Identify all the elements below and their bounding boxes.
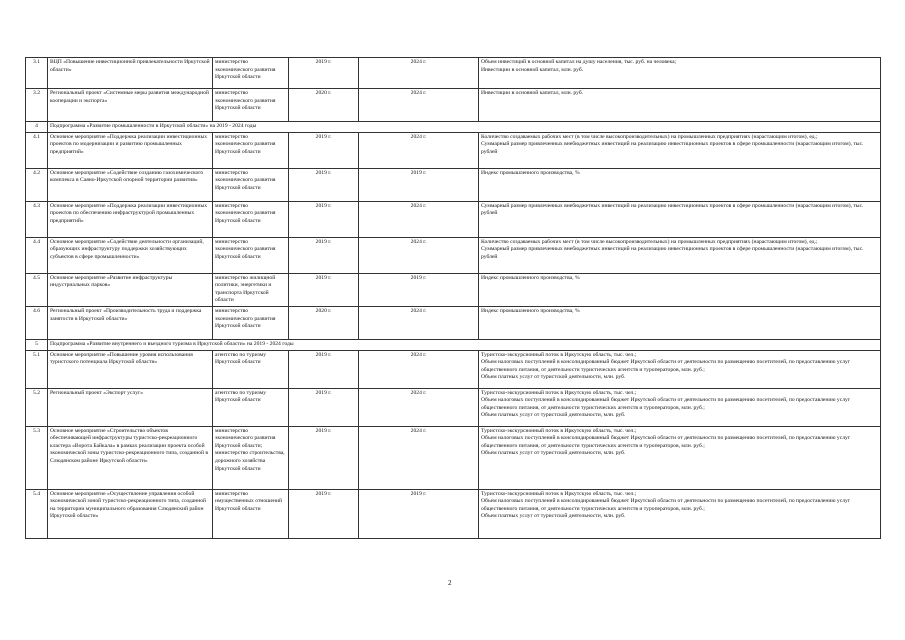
measure-name: Основное мероприятие «Содействие деятельности организаций, образующих инфраструктуру поддержки хозяйствующих субъектов в сфере промышленности» bbox=[48, 237, 213, 273]
row-number: 4.3 bbox=[26, 201, 48, 237]
row-number: 5.1 bbox=[26, 350, 48, 388]
measure-name: Региональный проект «Экспорт услуг» bbox=[48, 388, 213, 426]
table-row bbox=[26, 388, 881, 426]
indicator-text: Туристско-экскурсионный поток в Иркутскую область, тыс. чел.; bbox=[481, 389, 637, 396]
indicators-cell bbox=[479, 168, 881, 201]
indicators-cell bbox=[479, 350, 881, 388]
end-year: 2024 г. bbox=[359, 306, 479, 339]
measures-table bbox=[25, 57, 881, 539]
end-year: 2024 г. bbox=[359, 89, 479, 122]
indicator-text: Объем платных услуг от туристской деятельности, млн. руб. bbox=[481, 412, 626, 419]
row-number: 5.2 bbox=[26, 388, 48, 426]
indicators-cell bbox=[479, 201, 881, 237]
end-year: 2024 г. bbox=[359, 426, 479, 489]
indicator-text: Объем налоговых поступлений в консолидированный бюджет Иркутской области от деятельности по размещению посетителей, по предоставлению услуг общественного питания, от деятельности туристических агентств и туроператоров, млн. руб.; bbox=[481, 435, 851, 449]
measure-name: Региональный проект «Системные меры развития международной кооперации и экспорта» bbox=[48, 89, 213, 122]
executor: министерство экономического развития Иркутской области bbox=[213, 201, 289, 237]
measure-name: Региональный проект «Производительность труда и поддержка занятости в Иркутской области» bbox=[48, 306, 213, 339]
end-year: 2024 г. bbox=[359, 132, 479, 168]
executor: министерство экономического развития Иркутской области bbox=[213, 89, 289, 122]
indicators-cell bbox=[479, 58, 881, 89]
start-year: 2020 г. bbox=[289, 89, 359, 122]
start-year: 2019 г. bbox=[289, 273, 359, 306]
start-year: 2019 г. bbox=[289, 388, 359, 426]
end-year: 2024 г. bbox=[359, 58, 479, 89]
table-row bbox=[26, 132, 881, 168]
executor: министерство экономического развития Иркутской области bbox=[213, 306, 289, 339]
end-year: 2019 г. bbox=[359, 273, 479, 306]
row-number: 4.2 bbox=[26, 168, 48, 201]
indicator-text: Объем налоговых поступлений в консолидированный бюджет Иркутской области от деятельности по размещению посетителей, по предоставлению услуг общественного питания, от деятельности туристических агентств и туроператоров, млн. руб.; bbox=[481, 397, 851, 411]
table-row bbox=[26, 273, 881, 306]
indicators-cell bbox=[479, 273, 881, 306]
measure-name: Основное мероприятие «Осуществление управления особой экономической зоной туристско-рекреационного типа, созданной на территории муниципального образования Слюдянский район Иркутской области» bbox=[48, 489, 213, 538]
executor: министерство экономического развития Иркутской области bbox=[213, 168, 289, 201]
section-title: Подпрограмма «Развитие промышленности в Иркутской области» на 2019 - 2024 годы bbox=[48, 122, 881, 133]
section-row bbox=[26, 122, 881, 133]
end-year: 2024 г. bbox=[359, 388, 479, 426]
indicators-cell bbox=[479, 426, 881, 489]
indicators-cell bbox=[479, 306, 881, 339]
end-year: 2024 г. bbox=[359, 237, 479, 273]
indicator-text: Туристско-экскурсионный поток в Иркутскую область, тыс. чел.; bbox=[481, 490, 637, 497]
section-title: Подпрограмма «Развитие внутреннего и въездного туризма в Иркутской области» на 2019 - 2024 годы bbox=[48, 339, 881, 350]
executor: агентство по туризму Иркутской области bbox=[213, 350, 289, 388]
executor: министерство экономического развития Иркутской области bbox=[213, 132, 289, 168]
table-row bbox=[26, 489, 881, 538]
executor: министерство экономического развития Иркутской области bbox=[213, 58, 289, 89]
table-row bbox=[26, 89, 881, 122]
measure-name: Основное мероприятие «Поддержка реализации инвестиционных проектов по модернизации и развитию промышленных предприятий» bbox=[48, 132, 213, 168]
row-number: 3.2 bbox=[26, 89, 48, 122]
indicator-text: Индекс промышленного производства, % bbox=[481, 169, 580, 176]
end-year: 2019 г. bbox=[359, 168, 479, 201]
indicator-text: Инвестиции в основной капитал, млн. руб. bbox=[481, 90, 584, 96]
start-year: 2019 г. bbox=[289, 237, 359, 273]
measure-name: Основное мероприятие «Повышение уровня использования туристского потенциала Иркутской области» bbox=[48, 350, 213, 388]
indicators-cell bbox=[479, 388, 881, 426]
section-row bbox=[26, 339, 881, 350]
table-row bbox=[26, 350, 881, 388]
indicator-text: Количество создаваемых рабочих мест (в том числе высокопроизводительных) на промышленных предприятиях (нарастающим итогом), ед.; bbox=[481, 133, 818, 140]
table-row bbox=[26, 426, 881, 489]
table-row bbox=[26, 201, 881, 237]
start-year: 2020 г. bbox=[289, 306, 359, 339]
indicator-text: Объем платных услуг от туристской деятельности, млн. руб. bbox=[481, 450, 626, 457]
indicator-text: Объем налоговых поступлений в консолидированный бюджет Иркутской области от деятельности по размещению посетителей, по предоставлению услуг общественного питания, от деятельности туристических агентств и туроператоров, млн. руб.; bbox=[481, 359, 851, 373]
row-number: 4.1 bbox=[26, 132, 48, 168]
row-number: 5.3 bbox=[26, 426, 48, 489]
executor: министерство жилищной политики, энергетики и транспорта Иркутской области bbox=[213, 273, 289, 306]
measure-name: Основное мероприятие «Развитие инфраструктуры индустриальных парков» bbox=[48, 273, 213, 306]
start-year: 2019 г. bbox=[289, 489, 359, 538]
measure-name: ВЦП «Повышение инвестиционной привлекательности Иркутской области» bbox=[48, 58, 213, 89]
page-number: 2 bbox=[448, 579, 452, 587]
row-number: 4.5 bbox=[26, 273, 48, 306]
indicator-text: Индекс промышленного производства, % bbox=[481, 274, 580, 281]
start-year: 2019 г. bbox=[289, 168, 359, 201]
row-number: 5.4 bbox=[26, 489, 48, 538]
indicator-text: Индекс промышленного производства, % bbox=[481, 307, 580, 314]
table-row bbox=[26, 237, 881, 273]
indicator-text: Инвестиции в основной капитал, млн. руб. bbox=[481, 66, 584, 73]
start-year: 2019 г. bbox=[289, 350, 359, 388]
row-number: 3.1 bbox=[26, 58, 48, 89]
executor: министерство имущественных отношений Иркутской области bbox=[213, 489, 289, 538]
measure-name: Основное мероприятие «Поддержка реализации инвестиционных проектов по обеспечению инфраструктурой промышленных предприятий» bbox=[48, 201, 213, 237]
executor: министерство экономического развития Иркутской области; министерство строительства, дорожного хозяйства Иркутской области bbox=[213, 426, 289, 489]
indicators-cell bbox=[479, 132, 881, 168]
table-row bbox=[26, 58, 881, 89]
indicator-text: Объем платных услуг от туристской деятельности, млн. руб. bbox=[481, 374, 626, 381]
row-number: 4.4 bbox=[26, 237, 48, 273]
indicators-cell bbox=[479, 89, 881, 122]
row-number: 5 bbox=[26, 339, 48, 350]
indicators-cell bbox=[479, 489, 881, 538]
end-year: 2024 г. bbox=[359, 201, 479, 237]
end-year: 2024 г. bbox=[359, 350, 479, 388]
indicator-text: Объем платных услуг от туристской деятельности, млн. руб. bbox=[481, 513, 626, 520]
indicator-text: Объем инвестиций в основной капитал на душу населения, тыс. руб. на человека; bbox=[481, 59, 677, 65]
executor: министерство экономического развития Иркутской области bbox=[213, 237, 289, 273]
indicator-text: Туристско-экскурсионный поток в Иркутскую область, тыс. чел.; bbox=[481, 351, 637, 358]
end-year: 2019 г. bbox=[359, 489, 479, 538]
indicator-text: Суммарный размер привлеченных внебюджетных инвестиций на реализацию инвестиционных проектов в сфере промышленности (нарастающим итогом), тыс. рублей bbox=[481, 141, 864, 155]
indicators-cell bbox=[479, 237, 881, 273]
row-number: 4 bbox=[26, 122, 48, 133]
start-year: 2019 г. bbox=[289, 201, 359, 237]
measure-name: Основное мероприятие «Содействие созданию газохимического комплекса в Саяно-Иркутской опорной территории развития» bbox=[48, 168, 213, 201]
start-year: 2019 г. bbox=[289, 58, 359, 89]
indicator-text: Суммарный размер привлеченных внебюджетных инвестиций на реализацию инвестиционных проектов в сфере промышленности (нарастающим итогом), тыс. рублей bbox=[481, 202, 864, 217]
indicator-text: Количество создаваемых рабочих мест (в том числе высокопроизводительных) на промышленных предприятиях (нарастающим итогом), ед.; bbox=[481, 238, 818, 245]
table-row bbox=[26, 306, 881, 339]
row-number: 4.6 bbox=[26, 306, 48, 339]
table-row bbox=[26, 168, 881, 201]
indicator-text: Туристско-экскурсионный поток в Иркутскую область, тыс. чел.; bbox=[481, 427, 637, 434]
table-body bbox=[26, 58, 881, 539]
measure-name: Основное мероприятие «Строительство объектов обеспечивающей инфраструктуры туристско-рекреационного кластера «Ворота Байкала» в рамках реализации проекта особой экономической зоны туристско-рекреационного типа, созданной в Слюдянском районе Иркутской области» bbox=[48, 426, 213, 489]
executor: агентство по туризму Иркутской области bbox=[213, 388, 289, 426]
start-year: 2019 г. bbox=[289, 132, 359, 168]
start-year: 2019 г. bbox=[289, 426, 359, 489]
indicator-text: Объем налоговых поступлений в консолидированный бюджет Иркутской области от деятельности по размещению посетителей, по предоставлению услуг общественного питания, от деятельности туристических агентств и туроператоров, млн. руб.; bbox=[481, 498, 851, 512]
indicator-text: Суммарный размер привлеченных внебюджетных инвестиций на реализацию инвестиционных проектов в сфере промышленности (нарастающим итогом), тыс. рублей bbox=[481, 246, 864, 260]
